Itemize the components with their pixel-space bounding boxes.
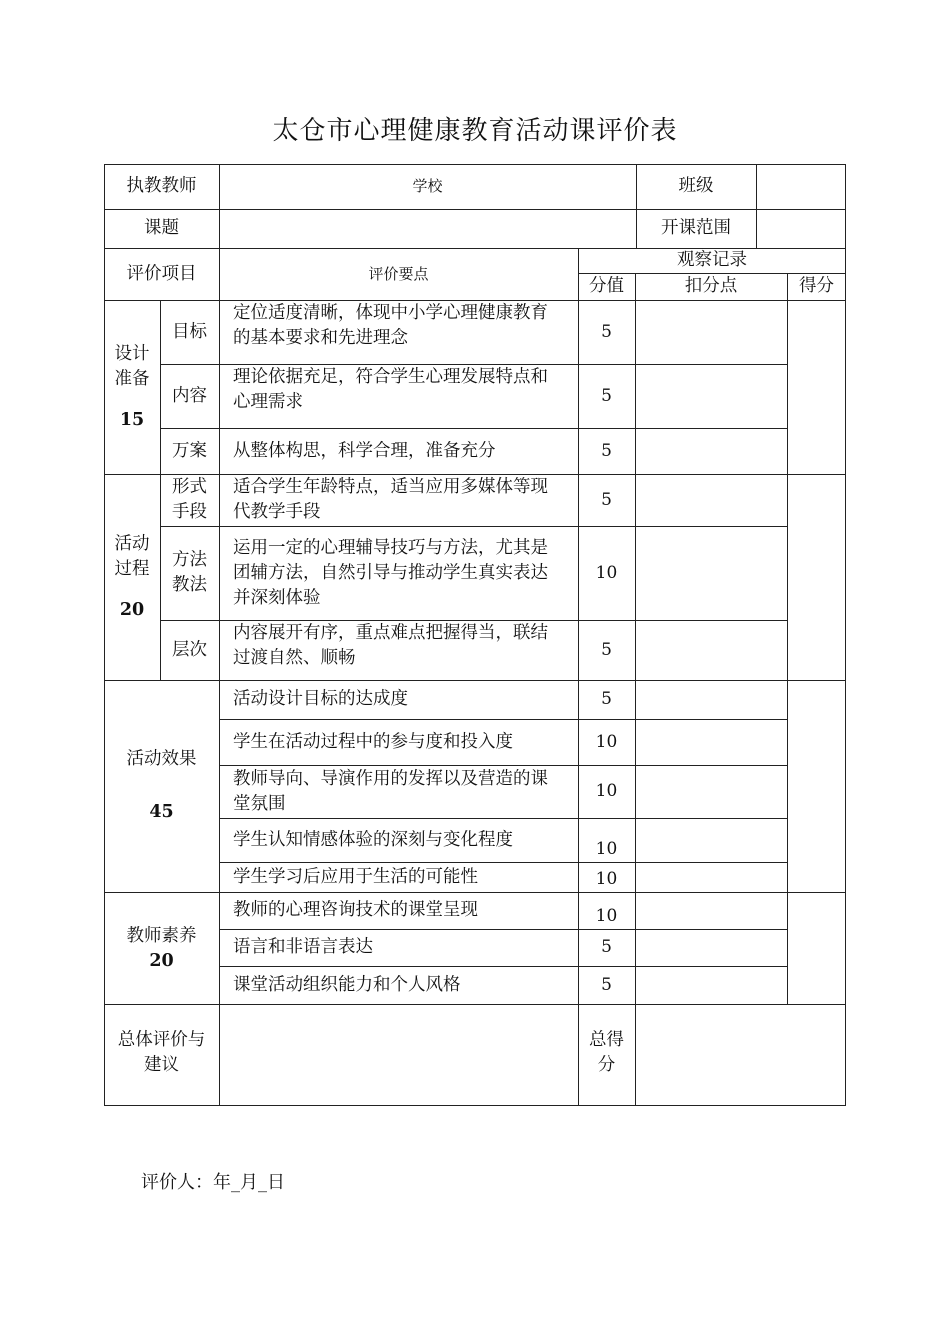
scope-label: 开课范围 (661, 218, 731, 238)
point-plan: 从整体构思，科学合理，准备充分 (233, 440, 496, 461)
value-form: 5 (601, 489, 612, 510)
value-quality-2: 5 (601, 937, 612, 957)
class-field[interactable] (756, 164, 846, 209)
point-goal: 定位适度清晰，体现中小学心理健康教育的基本要求和先进理念 (233, 303, 548, 348)
value-method: 10 (595, 562, 618, 583)
section-design-score: 15 (119, 409, 145, 430)
point-quality-2: 语言和非语言表达 (233, 937, 373, 957)
point-effect-2: 学生在活动过程中的参与度和投入度 (233, 731, 513, 752)
total-label: 总得 分 (589, 1030, 624, 1075)
school-label: 学校 (412, 177, 443, 195)
value-quality-3: 5 (601, 974, 612, 995)
section-design (104, 300, 160, 474)
section-design-name: 设计 准备 (114, 343, 150, 389)
point-method: 运用一定的心理辅导技巧与方法，尤其是团辅方法，自然引导与推动学生真实表达并深刻体验 (233, 537, 548, 608)
value-content: 5 (601, 385, 612, 406)
point-effect-5: 学生学习后应用于生活的可能性 (233, 866, 478, 887)
sub-content: 内容 (172, 385, 207, 406)
section-effect-name: 活动效果 (126, 749, 197, 769)
overall-label: 总体评价与 建议 (117, 1030, 206, 1075)
teacher-label: 执教教师 (126, 176, 197, 196)
section-process-name: 活动 过程 (114, 533, 150, 579)
total-field[interactable] (635, 1004, 846, 1105)
evaluation-table (104, 164, 846, 1106)
section-effect-score: 45 (149, 802, 174, 822)
value-goal: 5 (601, 321, 612, 342)
point-effect-3: 教师导向、导演作用的发挥以及营造的课堂氛围 (233, 768, 548, 814)
value-header: 分值 (589, 276, 624, 296)
observation-header: 观察记录 (677, 250, 747, 270)
section-quality (104, 892, 219, 1004)
section-effect (104, 680, 219, 892)
value-quality-1: 10 (595, 906, 618, 926)
point-effect-1: 活动设计目标的达成度 (233, 689, 408, 709)
point-effect-4: 学生认知情感体验的深刻与变化程度 (233, 830, 513, 850)
section-quality-score: 20 (149, 951, 174, 971)
section-process-score: 20 (119, 599, 145, 620)
value-effect-2: 10 (595, 731, 618, 752)
deduct-header: 扣分点 (684, 276, 738, 296)
value-effect-1: 5 (601, 689, 612, 709)
sub-level: 层次 (172, 639, 207, 660)
topic-field[interactable] (219, 209, 636, 248)
score-header: 得分 (799, 276, 834, 296)
overall-field[interactable] (219, 1004, 578, 1105)
value-effect-4: 10 (595, 839, 618, 859)
page-title: 太仓市心理健康教育活动课评价表 (272, 116, 678, 146)
sub-goal: 目标 (172, 321, 207, 342)
point-level: 内容展开有序，重点难点把握得当，联结过渡自然、顺畅 (233, 623, 548, 668)
point-form: 适合学生年龄特点，适当应用多媒体等现代教学手段 (233, 477, 548, 522)
value-level: 5 (601, 639, 612, 660)
sub-form: 形式 手段 (172, 477, 207, 522)
value-effect-5: 10 (595, 869, 618, 889)
item-header: 评价项目 (126, 263, 197, 284)
sub-plan: 万案 (172, 440, 207, 461)
scope-field[interactable] (756, 209, 846, 248)
point-quality-3: 课堂活动组织能力和个人风格 (233, 974, 461, 995)
value-plan: 5 (601, 440, 612, 461)
evaluator-line: 评价人：年_月_日 (141, 1172, 285, 1193)
topic-label: 课题 (144, 218, 179, 238)
class-label: 班级 (678, 176, 714, 196)
point-content: 理论依据充足，符合学生心理发展特点和心理需求 (233, 367, 548, 412)
points-header: 评价要点 (368, 264, 429, 283)
section-process (104, 474, 160, 680)
sub-method: 方法 教法 (172, 550, 207, 595)
point-quality-1: 教师的心理咨询技术的课堂呈现 (233, 900, 478, 920)
section-quality-name: 教师素养 (126, 926, 197, 946)
value-effect-3: 10 (595, 781, 618, 801)
